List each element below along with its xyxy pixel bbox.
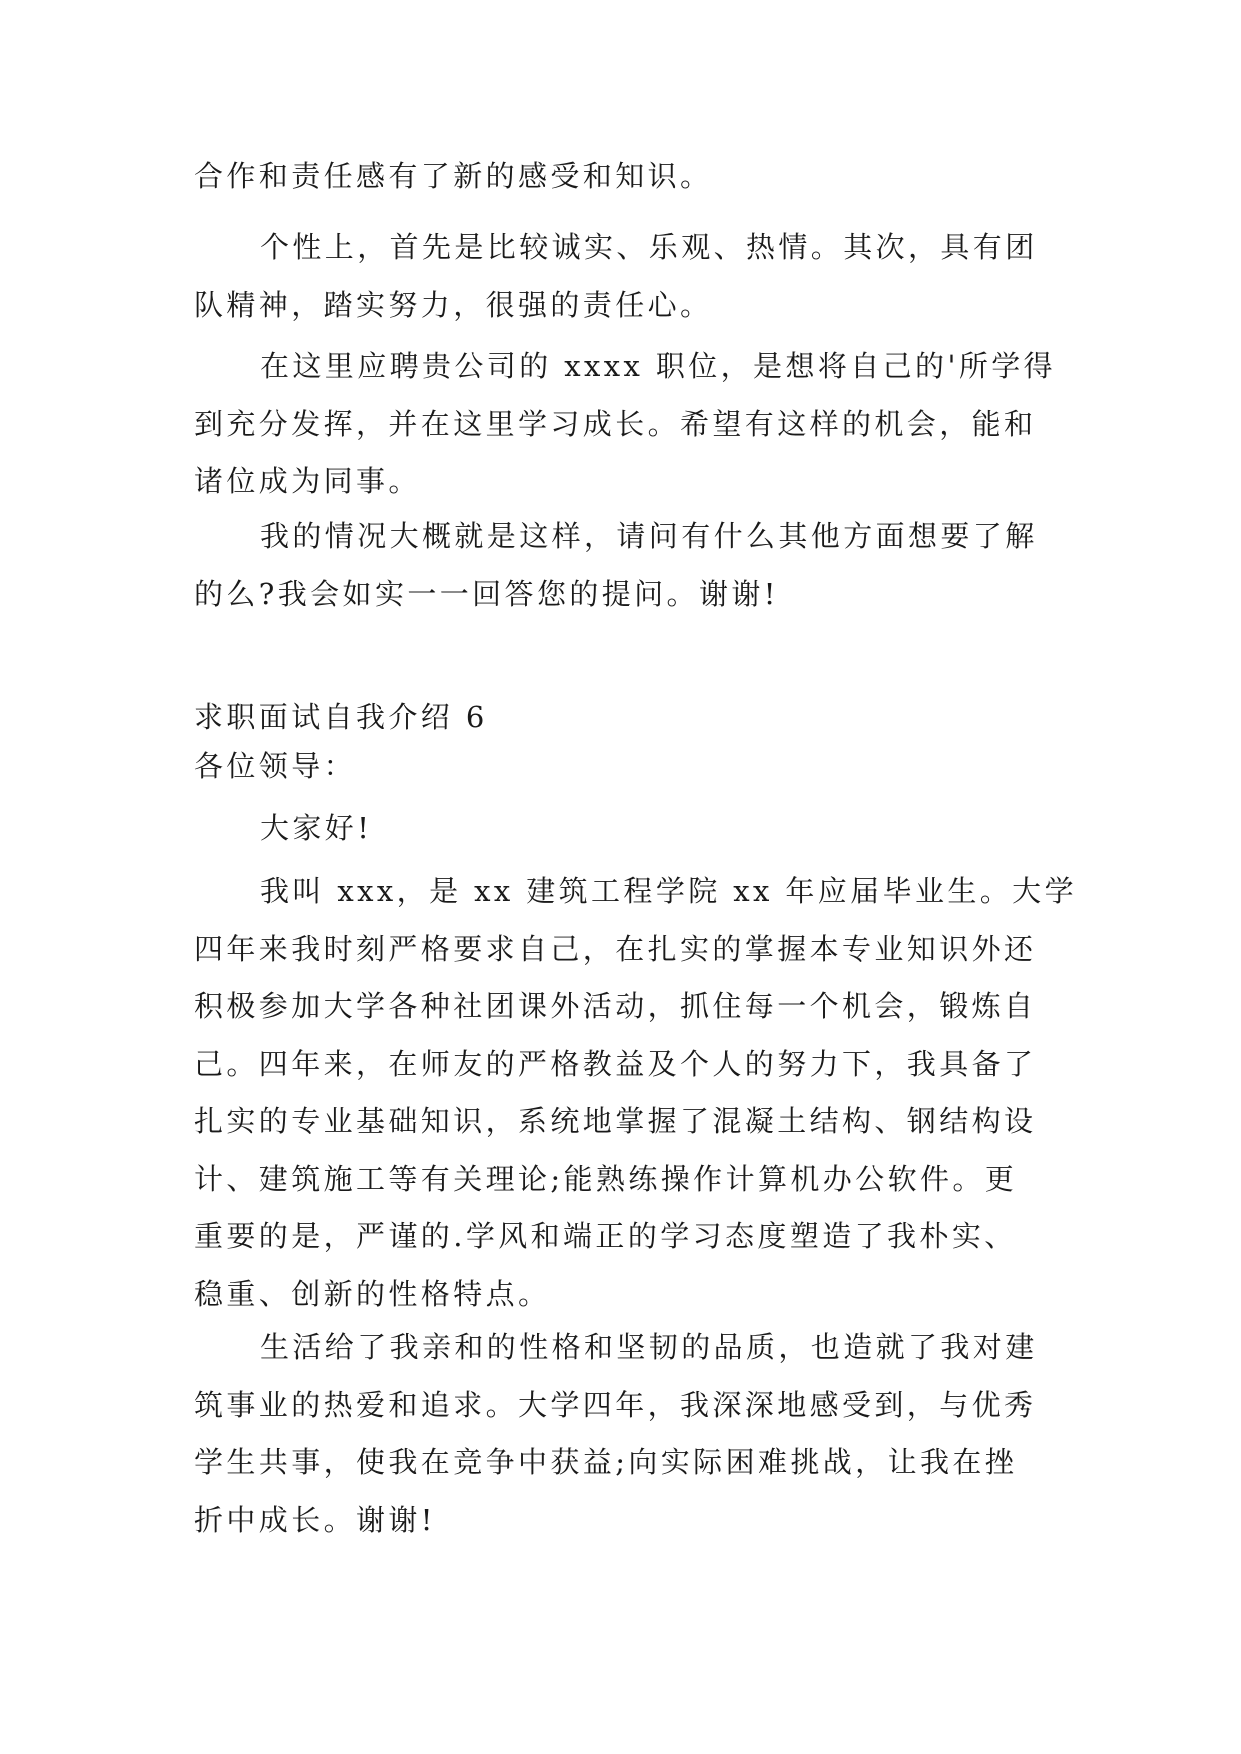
paragraph-continuation [194,148,1060,206]
paragraph-introduction [194,863,1077,1323]
salutation: 各位领导： [194,749,357,783]
text-line: 扎实的专业基础知识，系统地掌握了混凝土结构、钢结构设 [194,1104,1037,1138]
text-line: 筑事业的热爱和追求。大学四年，我深深地感受到，与优秀 [194,1387,1037,1422]
text-line: 稳重、创新的性格特点。 [194,1276,551,1311]
greeting-block [194,800,1060,858]
paragraph-personality [194,219,1060,334]
paragraph-application [194,338,1060,511]
text-line: 己。四年来，在师友的严格教益及个人的努力下，我具备了 [194,1046,1037,1081]
text-line: 我叫 xxx，是 xx 建筑工程学院 xx 年应届毕业生。大学 [260,874,1077,908]
section-title: 求职面试自我介绍 6 [194,700,488,734]
text-line: 合作和责任感有了新的感受和知识。 [194,159,713,193]
text-line: 在这里应聘贵公司的 xxxx 职位，是想将自己的'所学得 [260,349,1057,383]
text-line: 计、建筑施工等有关理论;能熟练操作计算机办公软件。更 [194,1161,1018,1196]
text-line: 积极参加大学各种社团课外活动，抓住每一个机会，锻炼自 [194,989,1037,1023]
text-line: 学生共事，使我在竞争中获益;向实际困难挑战，让我在挫 [194,1445,1018,1479]
text-line: 到充分发挥，并在这里学习成长。希望有这样的机会，能和 [194,406,1037,441]
text-line: 四年来我时刻严格要求自己，在扎实的掌握本专业知识外还 [194,931,1037,966]
text-line: 生活给了我亲和的性格和坚韧的品质，也造就了我对建 [260,1330,1038,1364]
paragraph-closing [194,508,1060,623]
text-line: 诸位成为同事。 [194,464,421,498]
text-line: 重要的是，严谨的.学风和端正的学习态度塑造了我朴实、 [194,1219,1017,1253]
paragraph-life [194,1319,1060,1549]
text-line: 的么?我会如实一一回答您的提问。谢谢! [194,576,779,611]
text-line: 折中成长。谢谢! [194,1502,436,1537]
text-line: 队精神，踏实努力，很强的责任心。 [194,287,713,322]
text-line: 个性上，首先是比较诚实、乐观、热情。其次，具有团 [260,230,1038,264]
greeting: 大家好! [260,811,373,845]
text-line: 我的情况大概就是这样，请问有什么其他方面想要了解 [260,519,1038,553]
